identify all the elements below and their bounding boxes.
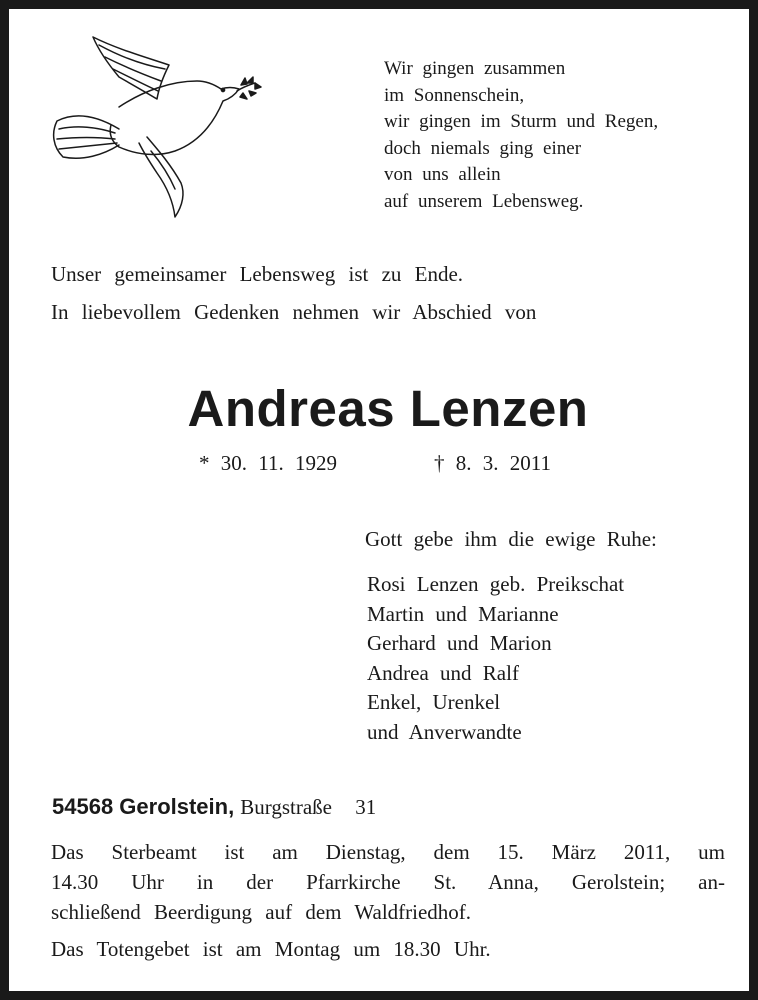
funeral-service-notice xyxy=(51,837,725,927)
blessing: Gott gebe ihm die ewige Ruhe: xyxy=(365,527,657,551)
mourner: Andrea und Ralf xyxy=(367,660,519,685)
intro-line-2: In liebevollem Gedenken nehmen wir Abschied von xyxy=(51,300,537,324)
address xyxy=(52,794,376,820)
poem-line: im Sonnenschein, xyxy=(384,84,525,106)
poem-line: wir gingen im Sturm und Regen, xyxy=(384,111,659,132)
birth-date: * 30. 11. 1929 xyxy=(199,451,337,475)
death-date: † 8. 3. 2011 xyxy=(434,451,551,475)
poem-line: von uns allein xyxy=(384,164,501,185)
mourner: Rosi Lenzen geb. Preikschat xyxy=(367,572,625,596)
mourner: und Anverwandte xyxy=(367,719,522,744)
deceased-name: Andreas Lenzen xyxy=(187,380,589,437)
wake-notice: Das Totengebet ist am Montag um 18.30 Uhr. xyxy=(51,937,491,961)
service-line: Das Sterbeamt ist am Dienstag, dem 15. März 2011, um xyxy=(51,840,725,864)
poem-line: doch niemals ging einer xyxy=(384,137,582,159)
service-line: schließend Beerdigung auf dem Waldfriedhof. xyxy=(51,900,472,924)
poem-line: Wir gingen zusammen xyxy=(384,58,566,79)
mourner: Gerhard und Marion xyxy=(367,631,552,655)
poem xyxy=(384,56,658,215)
service-line: 14.30 Uhr in der Pfarrkirche St. Anna, Gerolstein; an- xyxy=(51,870,725,894)
mourner: Enkel, Urenkel xyxy=(367,690,501,714)
poem-line: auf unserem Lebensweg. xyxy=(384,190,584,212)
mourners-list xyxy=(367,570,624,747)
mourner: Martin und Marianne xyxy=(367,601,559,626)
intro-line-1: Unser gemeinsamer Lebensweg ist zu Ende. xyxy=(51,262,464,286)
address-city: 54568 Gerolstein, xyxy=(52,794,235,819)
dove-icon xyxy=(47,33,262,223)
address-street: Burgstraße 31 xyxy=(240,795,377,819)
